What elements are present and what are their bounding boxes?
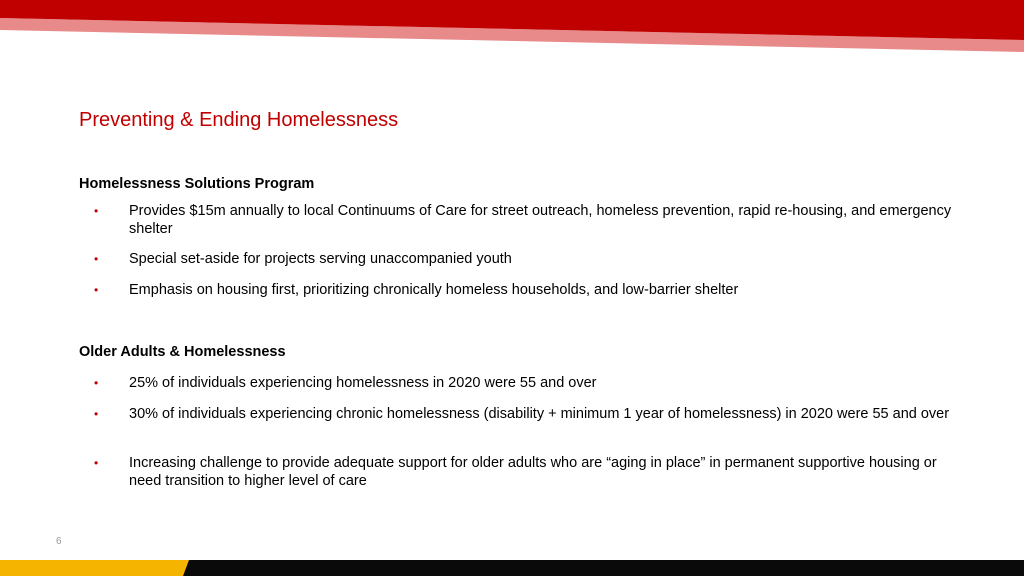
bullet-icon: • xyxy=(94,204,99,218)
top-banner xyxy=(0,0,1024,56)
bullet-text: 30% of individuals experiencing chronic homelessness (disability + minimum 1 year of homelessness) in 2020 were 55 and over xyxy=(129,406,950,422)
section-heading-homelessness-solutions: Homelessness Solutions Program xyxy=(79,176,315,192)
slide-title: Preventing & Ending Homelessness xyxy=(79,109,399,131)
bullet-icon: • xyxy=(94,252,99,266)
bullet-text: Emphasis on housing first, prioritizing chronically homeless households, and low-barrier shelter xyxy=(129,282,739,298)
bottom-banner-yellow-band xyxy=(0,560,189,576)
bullet-text: Increasing challenge to provide adequate support for older adults who are “aging in place” in permanent supportive housing or need transition to higher level of care xyxy=(129,455,937,489)
bullet-icon: • xyxy=(94,456,99,470)
bullet-icon: • xyxy=(94,407,99,421)
bullet-text: Provides $15m annually to local Continuums of Care for street outreach, homeless prevention, rapid re-housing, and emergency shelter xyxy=(129,203,952,237)
bottom-banner xyxy=(0,560,1024,576)
bullet-icon: • xyxy=(94,376,99,390)
page-number: 6 xyxy=(56,536,62,547)
section-heading-older-adults: Older Adults & Homelessness xyxy=(79,344,286,360)
bullet-icon: • xyxy=(94,283,99,297)
bullet-text: 25% of individuals experiencing homelessness in 2020 were 55 and over xyxy=(129,375,597,391)
bullet-text: Special set-aside for projects serving unaccompanied youth xyxy=(129,251,512,267)
